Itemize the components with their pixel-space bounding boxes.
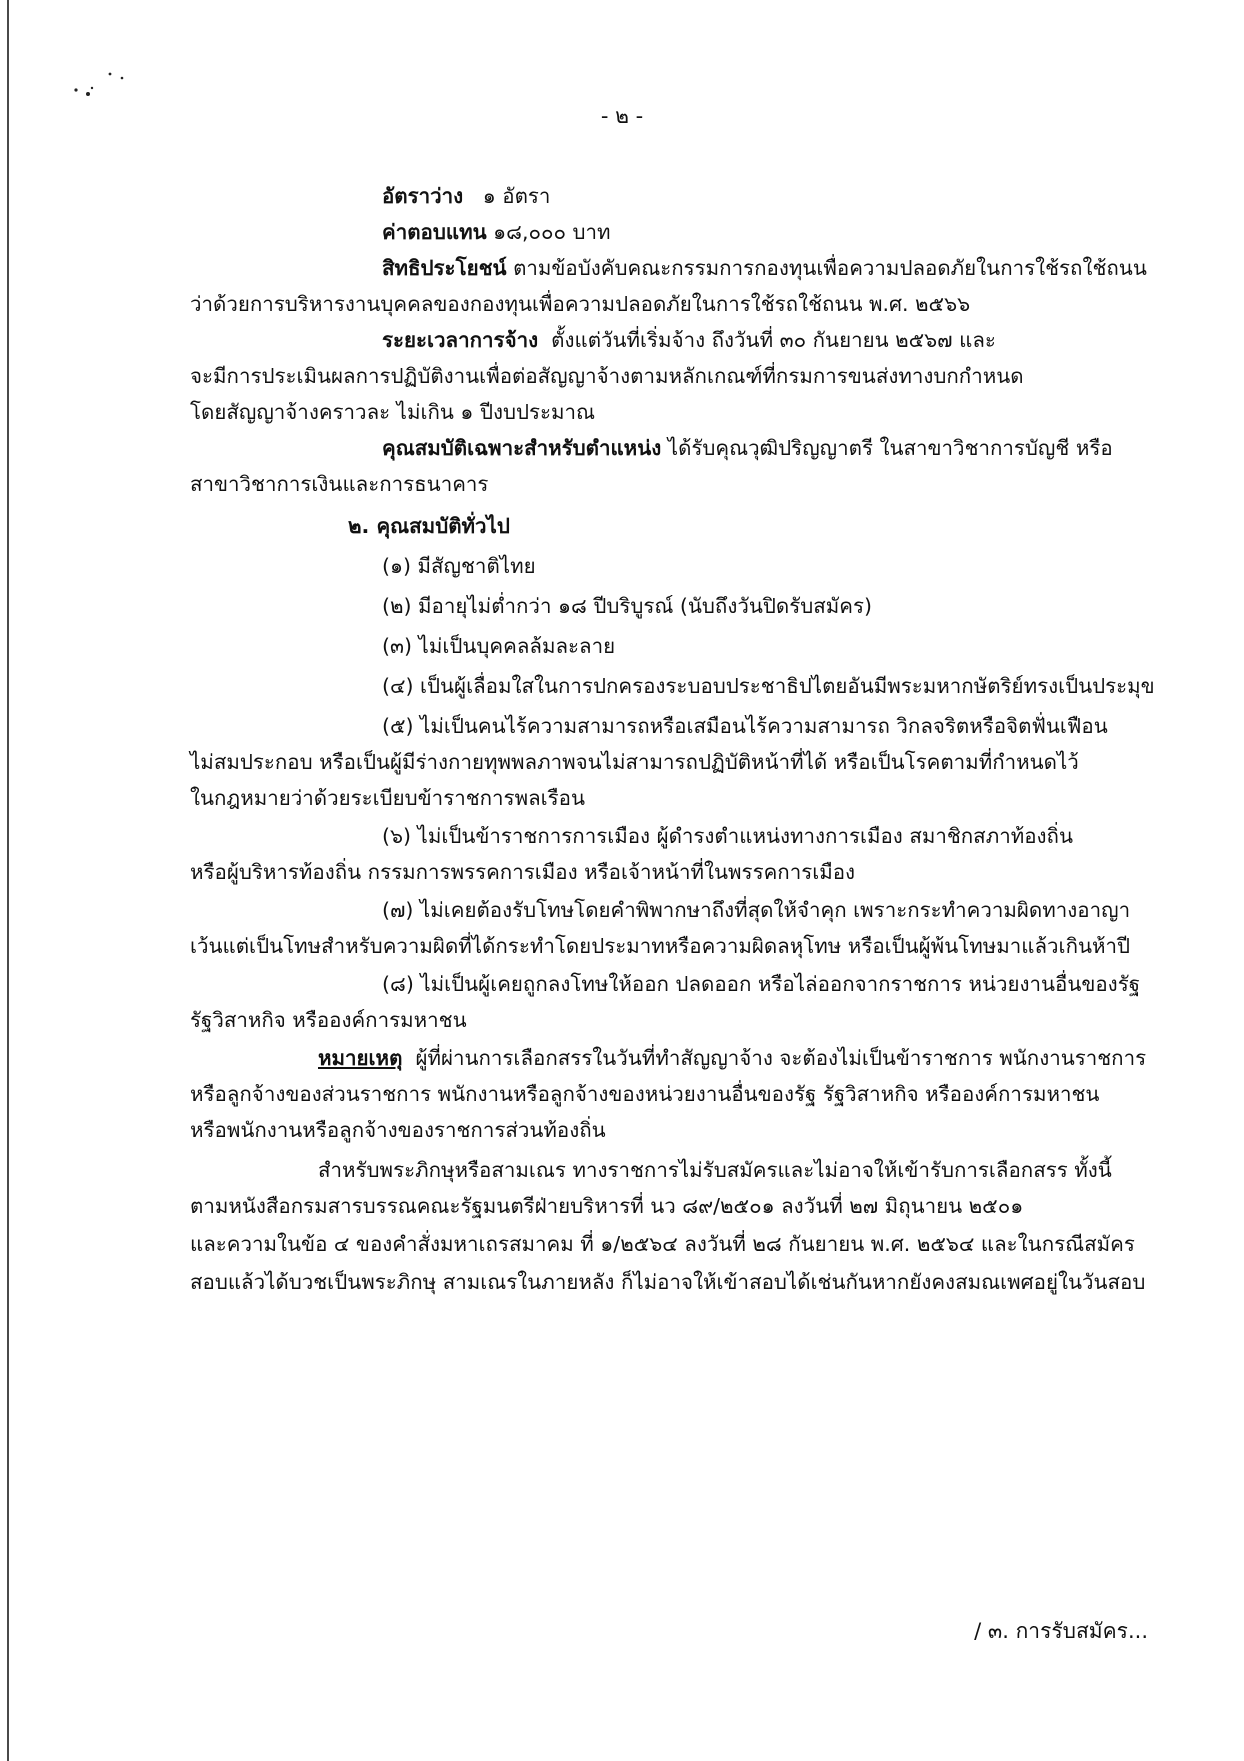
scan-edge-line (7, 0, 9, 1761)
qualification-label: คุณสมบัติเฉพาะสำหรับตำแหน่ง (382, 436, 662, 460)
qualification-text: ได้รับคุณวุฒิปริญญาตรี ในสาขาวิชาการบัญชี หรือ (667, 436, 1113, 460)
monk-paragraph: สำหรับพระภิกษุหรือสามเณร ทางราชการไม่รับสมัครและไม่อาจให้เข้ารับการเลือกสรร ทั้งนี้ (318, 1158, 1112, 1182)
benefits-text-cont: ว่าด้วยการบริหารงานบุคคลของกองทุนเพื่อความปลอดภัยในการใช้รถใช้ถนน พ.ศ. ๒๕๖๖ (190, 292, 971, 316)
note-text: ผู้ที่ผ่านการเลือกสรรในวันที่ทำสัญญาจ้าง จะต้องไม่เป็นข้าราชการ พนักงานราชการ (415, 1046, 1147, 1070)
pay-label: ค่าตอบแทน (382, 220, 487, 244)
monk-paragraph-cont-1: ตามหนังสือกรมสารบรรณคณะรัฐมนตรีฝ่ายบริหารที่ นว ๘๙/๒๕๐๑ ลงวันที่ ๒๗ มิถุนายน ๒๕๐๑ (190, 1194, 1024, 1218)
pay-value: ๑๘,๐๐๐ บาท (493, 220, 611, 244)
page-number: - ๒ - (600, 104, 644, 128)
continuation-marker: / ๓. การรับสมัคร... (974, 1619, 1148, 1643)
benefits-label: สิทธิประโยชน์ (382, 256, 507, 280)
term-label: ระยะเวลาการจ้าง (382, 328, 539, 352)
term-line (382, 322, 996, 358)
vacancy-line (382, 178, 550, 214)
term-text: ตั้งแต่วันที่เริ่มจ้าง ถึงวันที่ ๓๐ กันยายน ๒๕๖๗ และ (551, 328, 996, 352)
general-item-5: (๕) ไม่เป็นคนไร้ความสามารถหรือเสมือนไร้ความสามารถ วิกลจริตหรือจิตฟั่นเฟือน (382, 714, 1108, 738)
general-item-7-cont: เว้นแต่เป็นโทษสำหรับความผิดที่ได้กระทำโดยประมาทหรือความผิดลหุโทษ หรือเป็นผู้พ้นโทษมาแล้วเกินห้าปี (190, 934, 1131, 958)
monk-paragraph-cont-3: สอบแล้วได้บวชเป็นพระภิกษุ สามเณรในภายหลัง ก็ไม่อาจให้เข้าสอบได้เช่นกันหากยังคงสมณเพศอยู่ในวันสอบ (190, 1270, 1146, 1294)
term-text-cont-2: โดยสัญญาจ้างคราวละ ไม่เกิน ๑ ปีงบประมาณ (190, 400, 596, 424)
general-item-1: (๑) มีสัญชาติไทย (382, 554, 536, 578)
qualification-line (382, 430, 1113, 466)
general-item-5-cont-1: ไม่สมประกอบ หรือเป็นผู้มีร่างกายทุพพลภาพจนไม่สามารถปฏิบัติหน้าที่ได้ หรือเป็นโรคตามที่กำหนดไว้ (190, 750, 1079, 774)
general-item-4: (๔) เป็นผู้เลื่อมใสในการปกครองระบอบประชาธิปไตยอันมีพระมหากษัตริย์ทรงเป็นประมุข (382, 674, 1155, 698)
benefits-text: ตามข้อบังคับคณะกรรมการกองทุนเพื่อความปลอดภัยในการใช้รถใช้ถนน (513, 256, 1147, 280)
general-item-3: (๓) ไม่เป็นบุคคลล้มละลาย (382, 634, 616, 658)
monk-paragraph-cont-2: และความในข้อ ๔ ของคำสั่งมหาเถรสมาคม ที่ ๑/๒๕๖๔ ลงวันที่ ๒๘ กันยายน พ.ศ. ๒๕๖๔ และในกรณีสมัคร (190, 1232, 1135, 1256)
general-item-6: (๖) ไม่เป็นข้าราชการการเมือง ผู้ดำรงตำแหน่งทางการเมือง สมาชิกสภาท้องถิ่น (382, 824, 1073, 848)
note-line (318, 1040, 1146, 1076)
general-item-6-cont: หรือผู้บริหารท้องถิ่น กรรมการพรรคการเมือง หรือเจ้าหน้าที่ในพรรคการเมือง (190, 860, 856, 884)
vacancy-value: ๑ อัตรา (482, 184, 551, 208)
note-label: หมายเหตุ (318, 1046, 403, 1070)
general-item-7: (๗) ไม่เคยต้องรับโทษโดยคำพิพากษาถึงที่สุดให้จำคุก เพราะกระทำความผิดทางอาญา (382, 898, 1131, 922)
general-item-8: (๘) ไม่เป็นผู้เคยถูกลงโทษให้ออก ปลดออก หรือไล่ออกจากราชการ หน่วยงานอื่นของรัฐ (382, 972, 1141, 996)
pay-line (382, 214, 611, 250)
general-heading: ๒. คุณสมบัติทั่วไป (348, 514, 510, 538)
term-text-cont-1: จะมีการประเมินผลการปฏิบัติงานเพื่อต่อสัญญาจ้างตามหลักเกณฑ์ที่กรมการขนส่งทางบกกำหนด (190, 364, 1024, 388)
general-item-8-cont: รัฐวิสาหกิจ หรือองค์การมหาชน (190, 1008, 467, 1032)
note-text-cont-2: หรือพนักงานหรือลูกจ้างของราชการส่วนท้องถิ่น (190, 1118, 606, 1142)
benefits-line (382, 250, 1147, 286)
vacancy-label: อัตราว่าง (382, 184, 464, 208)
general-item-5-cont-2: ในกฎหมายว่าด้วยระเบียบข้าราชการพลเรือน (190, 786, 585, 810)
general-item-2: (๒) มีอายุไม่ต่ำกว่า ๑๘ ปีบริบูรณ์ (นับถึงวันปิดรับสมัคร) (382, 594, 872, 618)
qualification-text-cont: สาขาวิชาการเงินและการธนาคาร (190, 472, 489, 496)
note-text-cont-1: หรือลูกจ้างของส่วนราชการ พนักงานหรือลูกจ้างของหน่วยงานอื่นของรัฐ รัฐวิสาหกิจ หรือองค์การมหาชน (190, 1082, 1100, 1106)
